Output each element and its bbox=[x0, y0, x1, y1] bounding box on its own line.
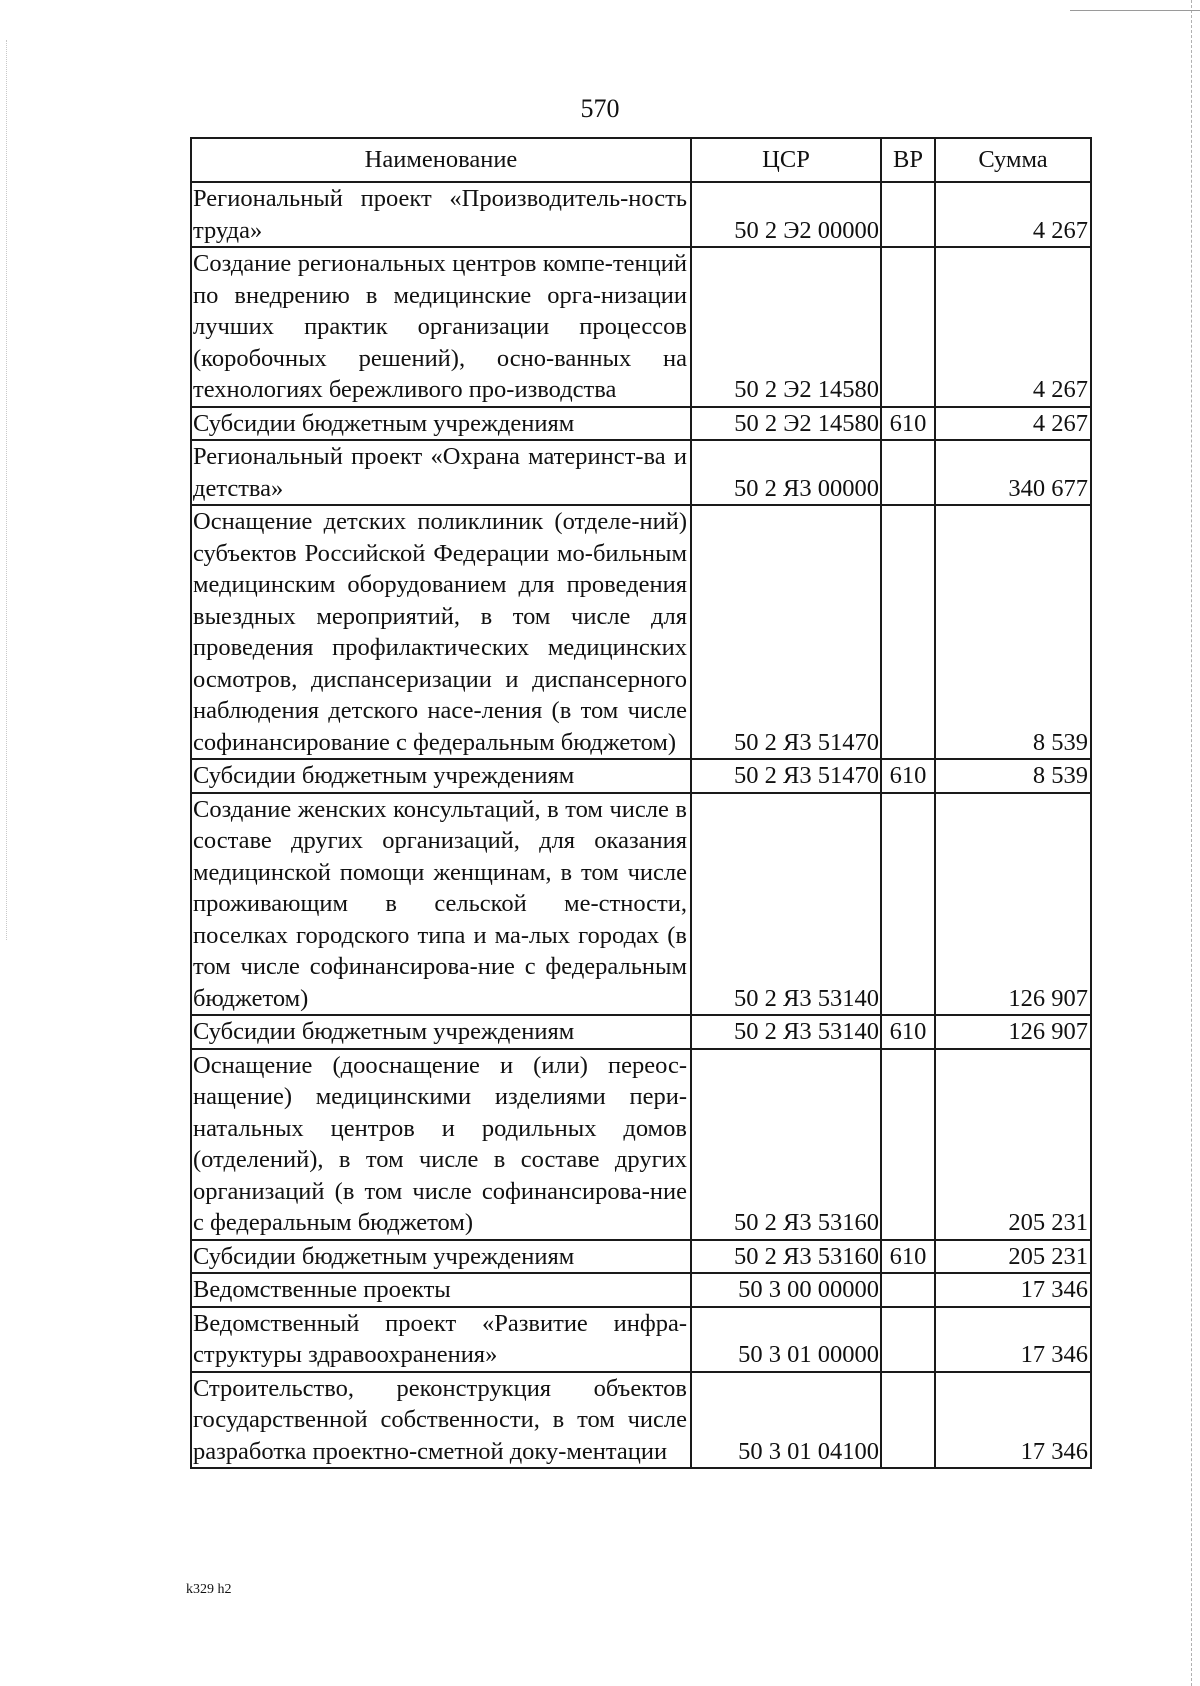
row-vr bbox=[881, 793, 935, 1016]
row-vr: 610 bbox=[881, 759, 935, 793]
row-vr bbox=[881, 1372, 935, 1469]
row-name: Оснащение (дооснащение и (или) переос-нащение) медицинскими изделиями пери-натальных центров и родильных домов (отделений), в том числе в составе других организаций (в том числе софинансирова-ние с федеральным бюджетом) bbox=[191, 1049, 691, 1240]
row-csr: 50 2 Я3 53160 bbox=[691, 1240, 881, 1274]
table-row bbox=[191, 793, 1091, 1016]
row-sum: 4 267 bbox=[935, 182, 1091, 247]
table-row bbox=[191, 1273, 1091, 1307]
budget-table bbox=[190, 137, 1092, 1469]
row-csr: 50 2 Я3 51470 bbox=[691, 759, 881, 793]
row-vr bbox=[881, 1307, 935, 1372]
row-csr: 50 2 Я3 00000 bbox=[691, 440, 881, 505]
row-vr bbox=[881, 505, 935, 759]
row-csr: 50 2 Я3 53160 bbox=[691, 1049, 881, 1240]
header-csr: ЦСР bbox=[691, 138, 881, 182]
row-sum: 205 231 bbox=[935, 1240, 1091, 1274]
row-csr: 50 2 Я3 51470 bbox=[691, 505, 881, 759]
table-row bbox=[191, 759, 1091, 793]
scan-edge-left bbox=[6, 40, 8, 940]
row-csr: 50 2 Э2 14580 bbox=[691, 247, 881, 407]
row-name: Ведомственные проекты bbox=[191, 1273, 691, 1307]
row-name: Субсидии бюджетным учреждениям bbox=[191, 407, 691, 441]
table-row bbox=[191, 182, 1091, 247]
row-sum: 17 346 bbox=[935, 1273, 1091, 1307]
row-csr: 50 2 Я3 53140 bbox=[691, 1015, 881, 1049]
table-row bbox=[191, 505, 1091, 759]
row-vr bbox=[881, 1049, 935, 1240]
row-csr: 50 3 01 00000 bbox=[691, 1307, 881, 1372]
row-vr: 610 bbox=[881, 407, 935, 441]
row-vr bbox=[881, 182, 935, 247]
row-sum: 126 907 bbox=[935, 1015, 1091, 1049]
row-sum: 17 346 bbox=[935, 1372, 1091, 1469]
header-name: Наименование bbox=[191, 138, 691, 182]
row-sum: 8 539 bbox=[935, 505, 1091, 759]
row-csr: 50 2 Я3 53140 bbox=[691, 793, 881, 1016]
row-sum: 8 539 bbox=[935, 759, 1091, 793]
row-name: Субсидии бюджетным учреждениям bbox=[191, 759, 691, 793]
row-csr: 50 2 Э2 00000 bbox=[691, 182, 881, 247]
row-name: Субсидии бюджетным учреждениям bbox=[191, 1015, 691, 1049]
table-row bbox=[191, 1015, 1091, 1049]
table-row bbox=[191, 1049, 1091, 1240]
table-row bbox=[191, 407, 1091, 441]
footer-document-code: k329 h2 bbox=[186, 1582, 232, 1597]
page-number: 570 bbox=[580, 94, 620, 123]
row-csr: 50 2 Э2 14580 bbox=[691, 407, 881, 441]
row-vr bbox=[881, 247, 935, 407]
row-sum: 4 267 bbox=[935, 407, 1091, 441]
header-sum: Сумма bbox=[935, 138, 1091, 182]
row-vr: 610 bbox=[881, 1015, 935, 1049]
table-row bbox=[191, 1307, 1091, 1372]
row-name: Оснащение детских поликлиник (отделе-ний) субъектов Российской Федерации мо-бильным медицинским оборудованием для проведения выездных мероприятий, в том числе для проведения профилактических медицинских осмотров, диспансеризации и диспансерного наблюдения детского насе-ления (в том числе софинансирование с федеральным бюджетом) bbox=[191, 505, 691, 759]
row-csr: 50 3 00 00000 bbox=[691, 1273, 881, 1307]
row-name: Региональный проект «Производитель-ность труда» bbox=[191, 182, 691, 247]
table-row bbox=[191, 440, 1091, 505]
row-sum: 17 346 bbox=[935, 1307, 1091, 1372]
header-vr: ВР bbox=[881, 138, 935, 182]
scan-edge-right bbox=[1190, 0, 1192, 1686]
row-vr bbox=[881, 1273, 935, 1307]
row-sum: 205 231 bbox=[935, 1049, 1091, 1240]
row-sum: 126 907 bbox=[935, 793, 1091, 1016]
table-row bbox=[191, 1240, 1091, 1274]
row-name: Создание женских консультаций, в том числе в составе других организаций, для оказания медицинской помощи женщинам, в том числе проживающим в сельской ме-стности, поселках городского типа и ма-лых городах (в том числе софинансирова-ние с федеральным бюджетом) bbox=[191, 793, 691, 1016]
row-vr bbox=[881, 440, 935, 505]
row-sum: 4 267 bbox=[935, 247, 1091, 407]
table-row bbox=[191, 247, 1091, 407]
row-name: Субсидии бюджетным учреждениям bbox=[191, 1240, 691, 1274]
row-name: Региональный проект «Охрана материнст-ва и детства» bbox=[191, 440, 691, 505]
row-name: Строительство, реконструкция объектов государственной собственности, в том числе разработка проектно-сметной доку-ментации bbox=[191, 1372, 691, 1469]
row-name: Создание региональных центров компе-тенций по внедрению в медицинские орга-низации лучших практик организации процессов (коробочных решений), осно-ванных на технологиях бережливого про-изводства bbox=[191, 247, 691, 407]
table-header-row bbox=[191, 138, 1091, 182]
row-name: Ведомственный проект «Развитие инфра-структуры здравоохранения» bbox=[191, 1307, 691, 1372]
table-row bbox=[191, 1372, 1091, 1469]
row-vr: 610 bbox=[881, 1240, 935, 1274]
row-csr: 50 3 01 04100 bbox=[691, 1372, 881, 1469]
row-sum: 340 677 bbox=[935, 440, 1091, 505]
scan-top-line bbox=[1070, 10, 1200, 11]
